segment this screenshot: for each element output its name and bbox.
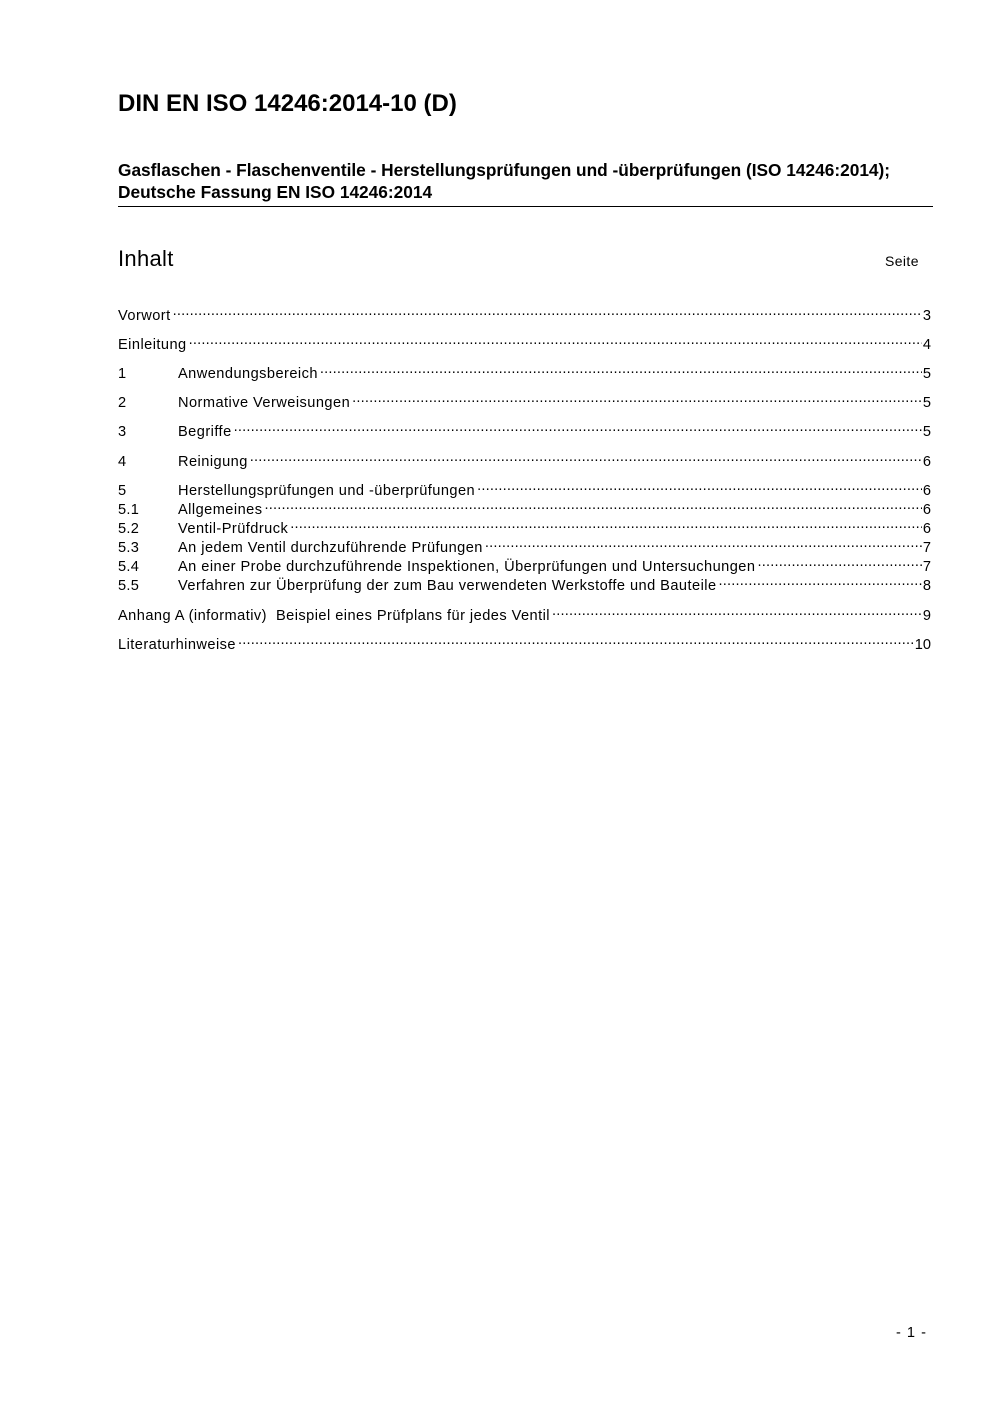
toc-entry-5-1[interactable] bbox=[118, 496, 931, 518]
toc-entry-title: Ventil-Prüfdruck bbox=[178, 521, 289, 537]
toc-dot-leader bbox=[250, 448, 922, 466]
toc-entry-5-5[interactable] bbox=[118, 572, 931, 594]
toc-entry-page: 5 bbox=[922, 395, 931, 411]
toc-entry-page: 4 bbox=[922, 337, 931, 353]
toc-entry-literaturhinweise[interactable] bbox=[118, 631, 931, 653]
toc-entry-2[interactable] bbox=[118, 389, 931, 411]
toc-heading: Inhalt bbox=[118, 246, 174, 271]
toc-dot-leader bbox=[173, 302, 922, 320]
toc-entry-page: 7 bbox=[922, 559, 931, 575]
toc-entry-title: Herstellungsprüfungen und -überprüfungen bbox=[178, 483, 476, 499]
toc-entry-title: Literaturhinweise bbox=[118, 637, 236, 653]
toc-entry-page: 5 bbox=[922, 366, 931, 382]
toc-dot-leader bbox=[719, 572, 922, 590]
toc-entry-title: Allgemeines bbox=[178, 502, 263, 518]
toc-entry-page: 9 bbox=[922, 608, 931, 624]
toc-entry-5-2[interactable] bbox=[118, 515, 931, 537]
toc-entry-page: 5 bbox=[922, 424, 931, 440]
toc-entry-number: 5.4 bbox=[118, 559, 140, 575]
toc-entry-5[interactable] bbox=[118, 477, 931, 499]
toc-entry-number: 5.1 bbox=[118, 502, 140, 518]
toc-entry-number: 5.2 bbox=[118, 521, 140, 537]
toc-entry-number: 5 bbox=[118, 483, 127, 499]
toc-entry-4[interactable] bbox=[118, 448, 931, 470]
toc-entry-title: Begriffe bbox=[178, 424, 232, 440]
page-number: - 1 - bbox=[896, 1325, 927, 1341]
toc-entry-page: 8 bbox=[922, 578, 931, 594]
toc-entry-number: 5.5 bbox=[118, 578, 140, 594]
toc-dot-leader bbox=[264, 496, 921, 514]
toc-entry-number: 2 bbox=[118, 395, 127, 411]
document-subtitle: Gasflaschen - Flaschenventile - Herstellungsprüfungen und -überprüfungen (ISO 14246:2014); Deutsche Fassung EN ISO 14246:2014 bbox=[118, 159, 933, 207]
toc-dot-leader bbox=[485, 534, 922, 552]
toc-entry-vorwort[interactable] bbox=[118, 302, 931, 324]
toc-entry-page: 6 bbox=[922, 502, 931, 518]
toc-entry-number: 3 bbox=[118, 424, 127, 440]
toc-dot-leader bbox=[234, 418, 922, 436]
toc-entry-title: Verfahren zur Überprüfung der zum Bau verwendeten Werkstoffe und Bauteile bbox=[178, 578, 717, 594]
toc-entry-title: An jedem Ventil durchzuführende Prüfungen bbox=[178, 540, 483, 556]
page-column-label: Seite bbox=[885, 253, 919, 269]
toc-entry-number: 1 bbox=[118, 366, 127, 382]
toc-entry-title: Reinigung bbox=[178, 454, 248, 470]
toc-entry-title: Einleitung bbox=[118, 337, 187, 353]
toc-entry-title: Normative Verweisungen bbox=[178, 395, 351, 411]
toc-entry-title: Anwendungsbereich bbox=[178, 366, 318, 382]
toc-dot-leader bbox=[757, 553, 921, 571]
toc-dot-leader bbox=[552, 602, 922, 620]
toc-dot-leader bbox=[477, 477, 922, 495]
toc-entry-page: 3 bbox=[922, 308, 931, 324]
toc-entry-title: Anhang A (informativ) Beispiel eines Prüfplans für jedes Ventil bbox=[118, 608, 550, 624]
toc-entry-einleitung[interactable] bbox=[118, 331, 931, 353]
toc-entry-title: Vorwort bbox=[118, 308, 171, 324]
toc-dot-leader bbox=[238, 631, 914, 649]
toc-entry-1[interactable] bbox=[118, 360, 931, 382]
toc-entry-anhang-a[interactable] bbox=[118, 602, 931, 624]
document-title: DIN EN ISO 14246:2014-10 (D) bbox=[118, 90, 457, 117]
toc-dot-leader bbox=[290, 515, 922, 533]
toc-entry-5-3[interactable] bbox=[118, 534, 931, 556]
toc-dot-leader bbox=[320, 360, 922, 378]
toc-dot-leader bbox=[189, 331, 922, 349]
toc-entry-page: 10 bbox=[914, 637, 931, 653]
toc-entry-3[interactable] bbox=[118, 418, 931, 440]
toc-entry-page: 6 bbox=[922, 483, 931, 499]
toc-entry-title: An einer Probe durchzuführende Inspektionen, Überprüfungen und Untersuchungen bbox=[178, 559, 756, 575]
toc-entry-5-4[interactable] bbox=[118, 553, 931, 575]
toc-entry-number: 5.3 bbox=[118, 540, 140, 556]
toc-entry-page: 6 bbox=[922, 454, 931, 470]
toc-entry-page: 7 bbox=[922, 540, 931, 556]
toc-entry-page: 6 bbox=[922, 521, 931, 537]
toc-dot-leader bbox=[352, 389, 922, 407]
toc-entry-number: 4 bbox=[118, 454, 127, 470]
